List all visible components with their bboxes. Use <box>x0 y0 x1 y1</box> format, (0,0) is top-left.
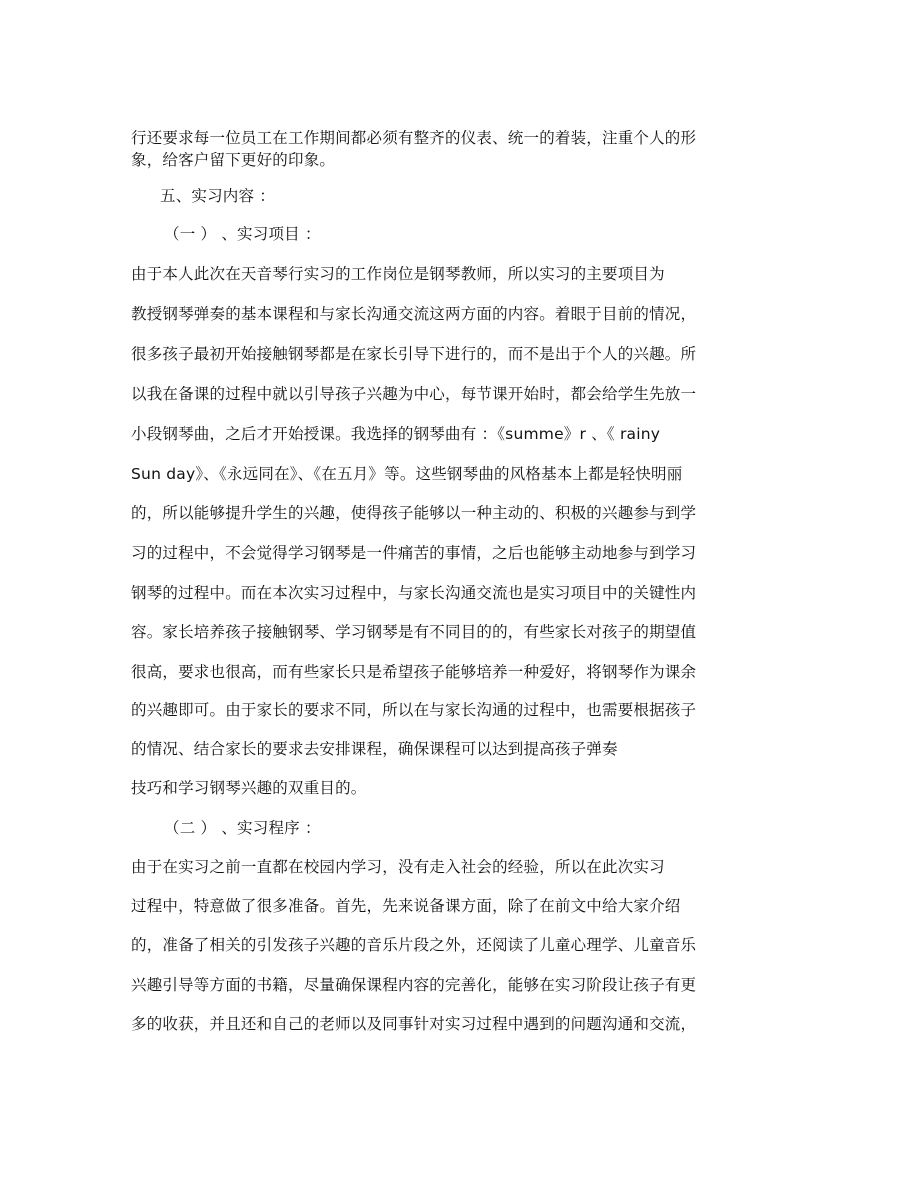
paragraph-line: 的兴趣即可。由于家长的要求不同，所以在与家长沟通的过程中，也需要根据孩子 <box>131 701 697 719</box>
paragraph-line: 教授钢琴弹奏的基本课程和与家长沟通交流这两方面的内容。着眼于目前的情况， <box>131 305 697 323</box>
paragraph-line: 多的收获，并且还和自己的老师以及同事针对实习过程中遇到的问题沟通和交流， <box>131 1015 697 1033</box>
paragraph-line: 过程中，特意做了很多准备。首先，先来说备课方面，除了在前文中给大家介绍 <box>131 897 681 915</box>
paragraph-line: 很多孩子最初开始接触钢琴都是在家长引导下进行的，而不是出于个人的兴趣。所 <box>131 345 697 363</box>
subsection-heading: （一 ） 、实习项目 ： <box>164 225 321 243</box>
paragraph-line: 由于在实习之前一直都在校园内学习，没有走入社会的经验，所以在此次实习 <box>131 858 665 876</box>
paragraph-line: 以我在备课的过程中就以引导孩子兴趣为中心，每节课开始时，都会给学生先放一 <box>131 385 697 403</box>
paragraph-line: 习的过程中，不会觉得学习钢琴是一件痛苦的事情，之后也能够主动地参与到学习 <box>131 544 697 562</box>
paragraph-line: 的情况、结合家长的要求去安排课程，确保课程可以达到提高孩子弹奏 <box>131 740 618 758</box>
section-heading: 五、实习内容 ： <box>160 187 276 205</box>
paragraph-line: 钢琴的过程中。而在本次实习过程中，与家长沟通交流也是实习项目中的关键性内 <box>131 584 697 602</box>
paragraph-line: 技巧和学习钢琴兴趣的双重目的。 <box>131 779 367 797</box>
paragraph-line: Sun day》、《永远同在》、《在五月》等。这些钢琴曲的风格基本上都是轻快明丽 <box>131 465 683 483</box>
paragraph-line: 很高，要求也很高，而有些家长只是希望孩子能够培养一种爱好，将钢琴作为课余 <box>131 663 697 681</box>
paragraph-line: 容。家长培养孩子接触钢琴、学习钢琴是有不同目的的，有些家长对孩子的期望值 <box>131 623 697 641</box>
paragraph-line: 的，准备了相关的引发孩子兴趣的音乐片段之外，还阅读了儿童心理学、儿童音乐 <box>131 936 697 954</box>
paragraph-line: 象，给客户留下更好的印象。 <box>131 151 336 169</box>
paragraph-line: 兴趣引导等方面的书籍，尽量确保课程内容的完善化，能够在实习阶段让孩子有更 <box>131 976 697 994</box>
paragraph-line: 由于本人此次在天音琴行实习的工作岗位是钢琴教师，所以实习的主要项目为 <box>131 265 665 283</box>
paragraph-line: 行还要求每一位员工在工作期间都必须有整齐的仪表、统一的着装，注重个人的形 <box>131 129 697 147</box>
paragraph-line: 的，所以能够提升学生的兴趣，使得孩子能够以一种主动的、积极的兴趣参与到学 <box>131 504 697 522</box>
subsection-heading: （二 ） 、实习程序 ： <box>164 819 321 837</box>
paragraph-line: 小段钢琴曲，之后才开始授课。我选择的钢琴曲有 ：《summe》r 、《 rainy <box>131 425 661 443</box>
